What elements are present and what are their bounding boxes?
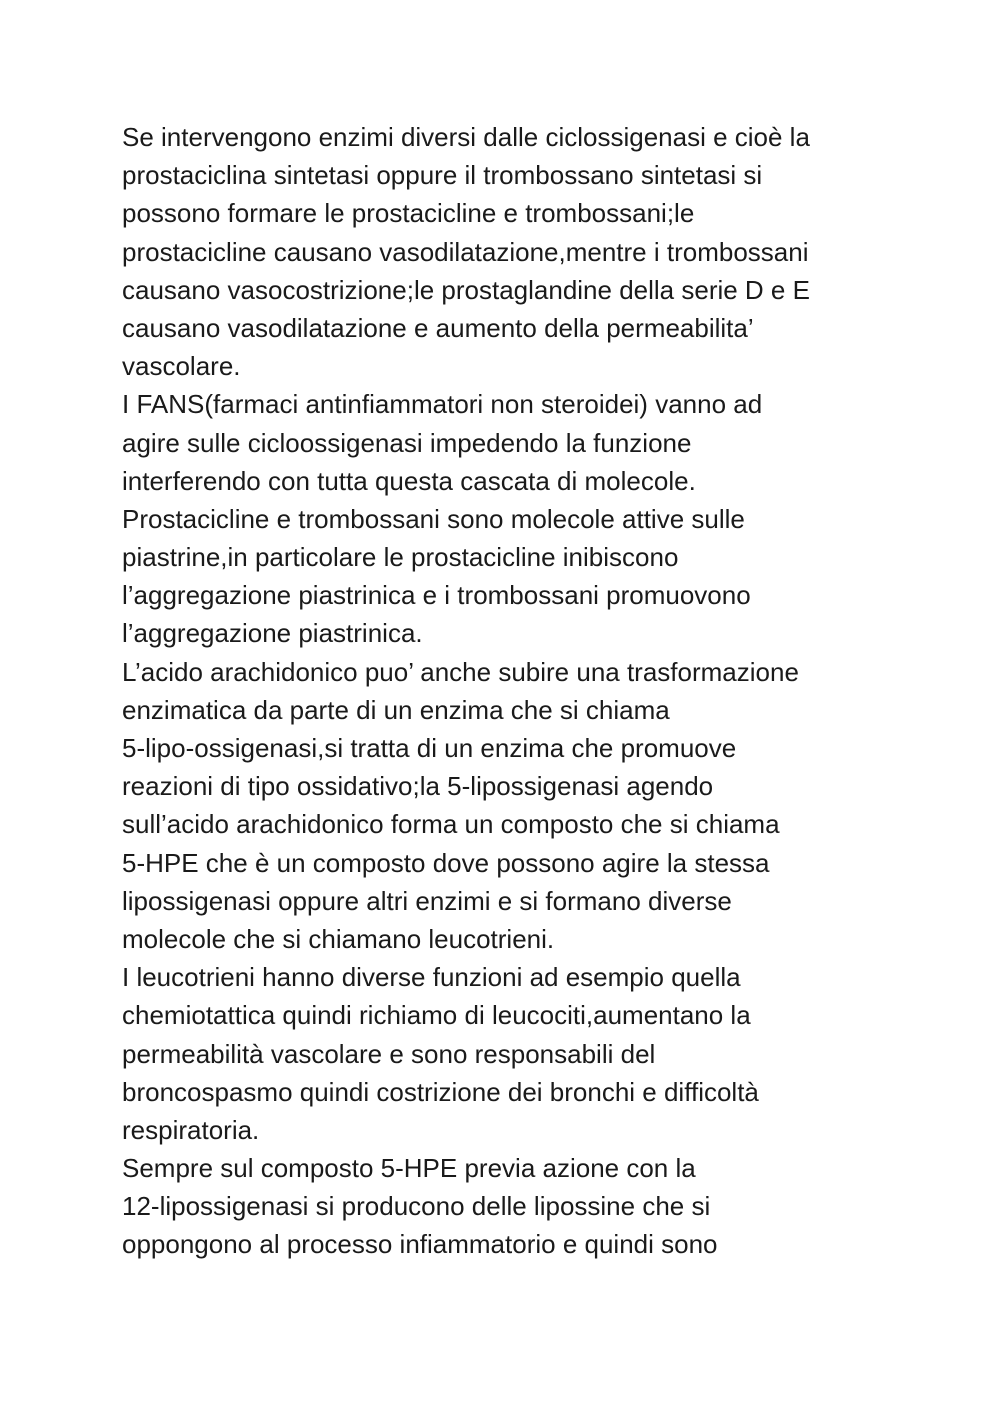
text-line: Se intervengono enzimi diversi dalle ciclossigenasi e cioè la xyxy=(122,122,810,152)
text-line: possono formare le prostacicline e trombossani;le xyxy=(122,198,695,229)
body-text xyxy=(122,118,902,1264)
text-line: l’aggregazione piastrinica. xyxy=(122,618,423,649)
text-line: respiratoria. xyxy=(122,1114,260,1145)
text-line: causano vasodilatazione e aumento della permeabilita’ xyxy=(122,312,754,343)
text-line: chemiotattica quindi richiamo di leucociti,aumentano la xyxy=(122,1000,751,1031)
text-line: Sempre sul composto 5-HPE previa azione con la xyxy=(122,1153,696,1184)
text-line: prostacicline causano vasodilatazione,mentre i trombossani xyxy=(122,236,809,267)
text-line: 5-lipo-ossigenasi,si tratta di un enzima che promuove xyxy=(122,733,737,763)
text-line: I FANS(farmaci antinfiammatori non steroidei) vanno ad xyxy=(122,389,763,420)
text-line: 12-lipossigenasi si producono delle lipossine che si xyxy=(122,1191,711,1222)
text-line: piastrine,in particolare le prostacicline inibiscono xyxy=(122,542,679,573)
text-line: lipossigenasi oppure altri enzimi e si formano diverse xyxy=(122,885,732,916)
text-line: interferendo con tutta questa cascata di molecole. xyxy=(122,465,696,496)
text-line: vascolare. xyxy=(122,351,241,382)
text-line: causano vasocostrizione;le prostaglandine della serie D e E xyxy=(122,274,810,305)
text-line: molecole che si chiamano leucotrieni. xyxy=(122,923,555,954)
text-line: broncospasmo quindi costrizione dei bronchi e difficoltà xyxy=(122,1076,759,1107)
text-line: enzimatica da parte di un enzima che si chiama xyxy=(122,694,670,725)
text-line: I leucotrieni hanno diverse funzioni ad esempio quella xyxy=(122,962,741,993)
text-line: 5-HPE che è un composto dove possono agire la stessa xyxy=(122,847,770,878)
text-line: oppongono al processo infiammatorio e quindi sono xyxy=(122,1229,718,1260)
text-line: sull’acido arachidonico forma un composto che si chiama xyxy=(122,809,780,840)
text-line: Prostacicline e trombossani sono molecole attive sulle xyxy=(122,503,745,534)
text-line: prostaciclina sintetasi oppure il trombossano sintetasi si xyxy=(122,160,763,191)
text-line: L’acido arachidonico puo’ anche subire una trasformazione xyxy=(122,656,799,687)
text-line: agire sulle cicloossigenasi impedendo la funzione xyxy=(122,427,692,458)
text-line: reazioni di tipo ossidativo;la 5-lipossigenasi agendo xyxy=(122,771,714,802)
text-line: l’aggregazione piastrinica e i trombossani promuovono xyxy=(122,580,751,611)
text-line: permeabilità vascolare e sono responsabili del xyxy=(122,1038,656,1069)
